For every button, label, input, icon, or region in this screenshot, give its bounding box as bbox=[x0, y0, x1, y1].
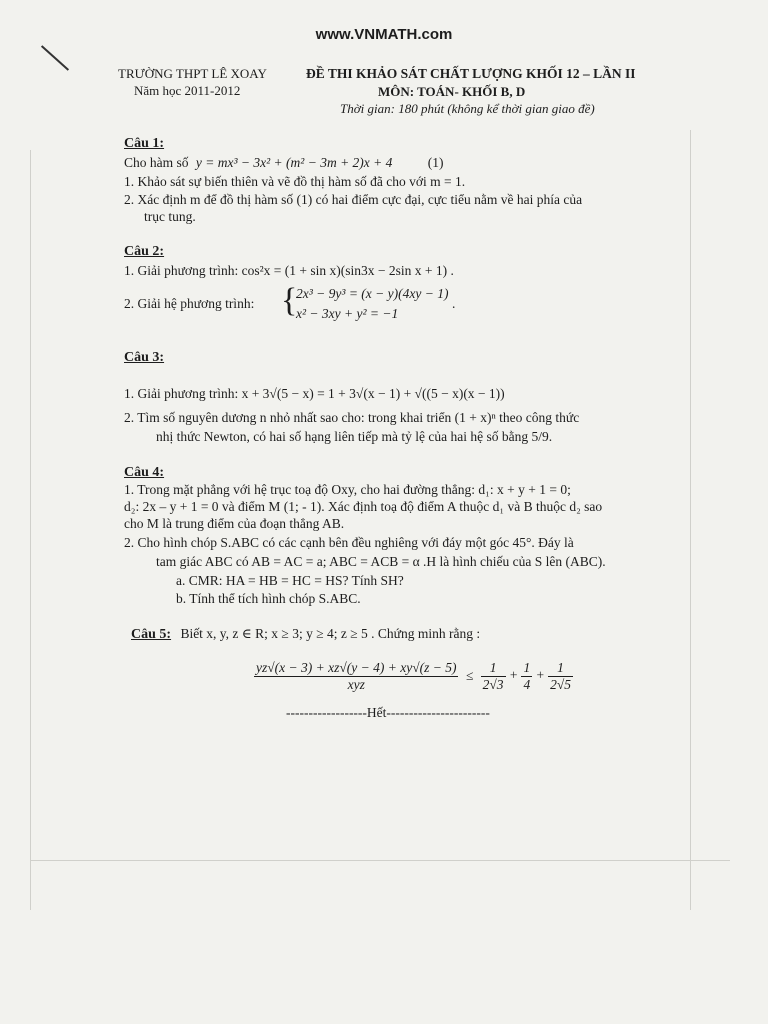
exam-time: Thời gian: 180 phút (không kể thời gian giao đề) bbox=[340, 101, 595, 116]
q1-function: y = mx³ − 3x² + (m² − 3m + 2)x + 4 bbox=[195, 155, 393, 170]
q4-part1-end: cho M là trung điểm của đoạn thẳng AB. bbox=[124, 516, 345, 531]
q5-line bbox=[131, 626, 480, 643]
q5-frac-2-den: 4 bbox=[523, 677, 531, 692]
q1-part1: 1. Khảo sát sự biến thiên và vẽ đồ thị hàm số đã cho với m = 1. bbox=[124, 174, 466, 189]
q5-frac-1 bbox=[481, 660, 506, 693]
q5-inequality bbox=[254, 660, 573, 693]
q2-system-brace: { bbox=[281, 282, 298, 319]
q4-part2: 2. Cho hình chóp S.ABC có các cạnh bên đều nghiêng với đáy một góc 45°. Đáy là bbox=[124, 535, 574, 550]
q3-label: Câu 3: bbox=[124, 350, 165, 365]
q5-le-sign: ≤ bbox=[465, 667, 474, 683]
q2-label: Câu 2: bbox=[124, 244, 165, 259]
q5-intro: Biết x, y, z ∈ R; x ≥ 3; y ≥ 4; z ≥ 5 . Chứng minh rằng : bbox=[180, 626, 481, 641]
q5-plus-1: + bbox=[508, 667, 519, 683]
q5-label: Câu 5: bbox=[131, 627, 172, 642]
q1-label: Câu 1: bbox=[124, 136, 165, 151]
q4-part1: 1. Trong mặt phẳng với hệ trục toạ độ Oxy, cho hai đường thẳng: d₁: x + y + 1 = 0; bbox=[124, 482, 571, 497]
q2-system-eq2: x² − 3xy + y² = −1 bbox=[296, 306, 399, 321]
q1-part2-cont: trục tung. bbox=[144, 209, 196, 224]
exam-subject: MÔN: TOÁN- KHỐI B, D bbox=[378, 84, 526, 99]
q4-part1-cont: d₂: 2x – y + 1 = 0 và điểm M (1; - 1). Xác định toạ độ điểm A thuộc d₁ và B thuộc d₂ sao bbox=[124, 499, 603, 514]
site-url: www.VNMATH.com bbox=[315, 26, 453, 43]
q5-plus-2: + bbox=[535, 667, 545, 683]
q1-intro-line bbox=[124, 155, 444, 171]
q3-part2: 2. Tìm số nguyên dương n nhỏ nhất sao cho: trong khai triển (1 + x)ⁿ theo công thức bbox=[124, 410, 580, 425]
q4-label: Câu 4: bbox=[124, 465, 165, 480]
q5-frac-2 bbox=[521, 660, 532, 693]
q5-frac-1-num: 1 bbox=[481, 660, 506, 677]
q5-lhs-denominator: xyz bbox=[347, 677, 365, 692]
bleed-line-left bbox=[30, 150, 31, 910]
q1-tag: (1) bbox=[427, 155, 444, 170]
exam-title: ĐỀ THI KHẢO SÁT CHẤT LƯỢNG KHỐI 12 – LẦN II bbox=[306, 66, 636, 81]
pen-mark bbox=[41, 45, 69, 71]
q5-frac-1-den: 2√3 bbox=[482, 677, 504, 692]
q2-part1: 1. Giải phương trình: cos²x = (1 + sin x)(sin3x − 2sin x + 1) . bbox=[124, 263, 454, 278]
q3-part2-cont: nhị thức Newton, có hai số hạng liên tiếp mà tỷ lệ của hai hệ số bằng 5/9. bbox=[156, 429, 553, 444]
end-marker: ------------------Hết----------------------- bbox=[286, 705, 490, 720]
q3-part1: 1. Giải phương trình: x + 3√(5 − x) = 1 + 3√(x − 1) + √((5 − x)(x − 1)) bbox=[124, 386, 505, 401]
q2-system-eq1: 2x³ − 9y³ = (x − y)(4xy − 1) bbox=[296, 286, 449, 301]
q4-part2a: a. CMR: HA = HB = HC = HS? Tính SH? bbox=[176, 573, 404, 588]
q5-lhs-fraction bbox=[254, 660, 458, 693]
q2-part2: 2. Giải hệ phương trình: bbox=[124, 296, 255, 311]
q1-intro: Cho hàm số bbox=[124, 155, 189, 170]
school-year: Năm học 2011-2012 bbox=[134, 83, 241, 98]
q4-part2-cont: tam giác ABC có AB = AC = a; ABC = ACB = α .H là hình chiếu của S lên (ABC). bbox=[156, 554, 606, 569]
q4-part2b: b. Tính thể tích hình chóp S.ABC. bbox=[176, 591, 361, 606]
q5-lhs-numerator: yz√(x − 3) + xz√(y − 4) + xy√(z − 5) bbox=[256, 660, 457, 675]
q2-dot: . bbox=[452, 296, 456, 311]
q5-frac-3-num: 1 bbox=[548, 660, 573, 677]
q5-frac-3 bbox=[548, 660, 573, 693]
q5-frac-3-den: 2√5 bbox=[550, 677, 571, 692]
bleed-line-bottom bbox=[30, 860, 730, 861]
bleed-line-right bbox=[690, 130, 691, 910]
school-name: TRƯỜNG THPT LÊ XOAY bbox=[118, 66, 267, 81]
q5-frac-2-num: 1 bbox=[523, 660, 531, 675]
q2-system bbox=[296, 284, 448, 324]
q1-part2: 2. Xác định m để đồ thị hàm số (1) có hai điểm cực đại, cực tiểu nằm về hai phía của bbox=[124, 192, 583, 207]
